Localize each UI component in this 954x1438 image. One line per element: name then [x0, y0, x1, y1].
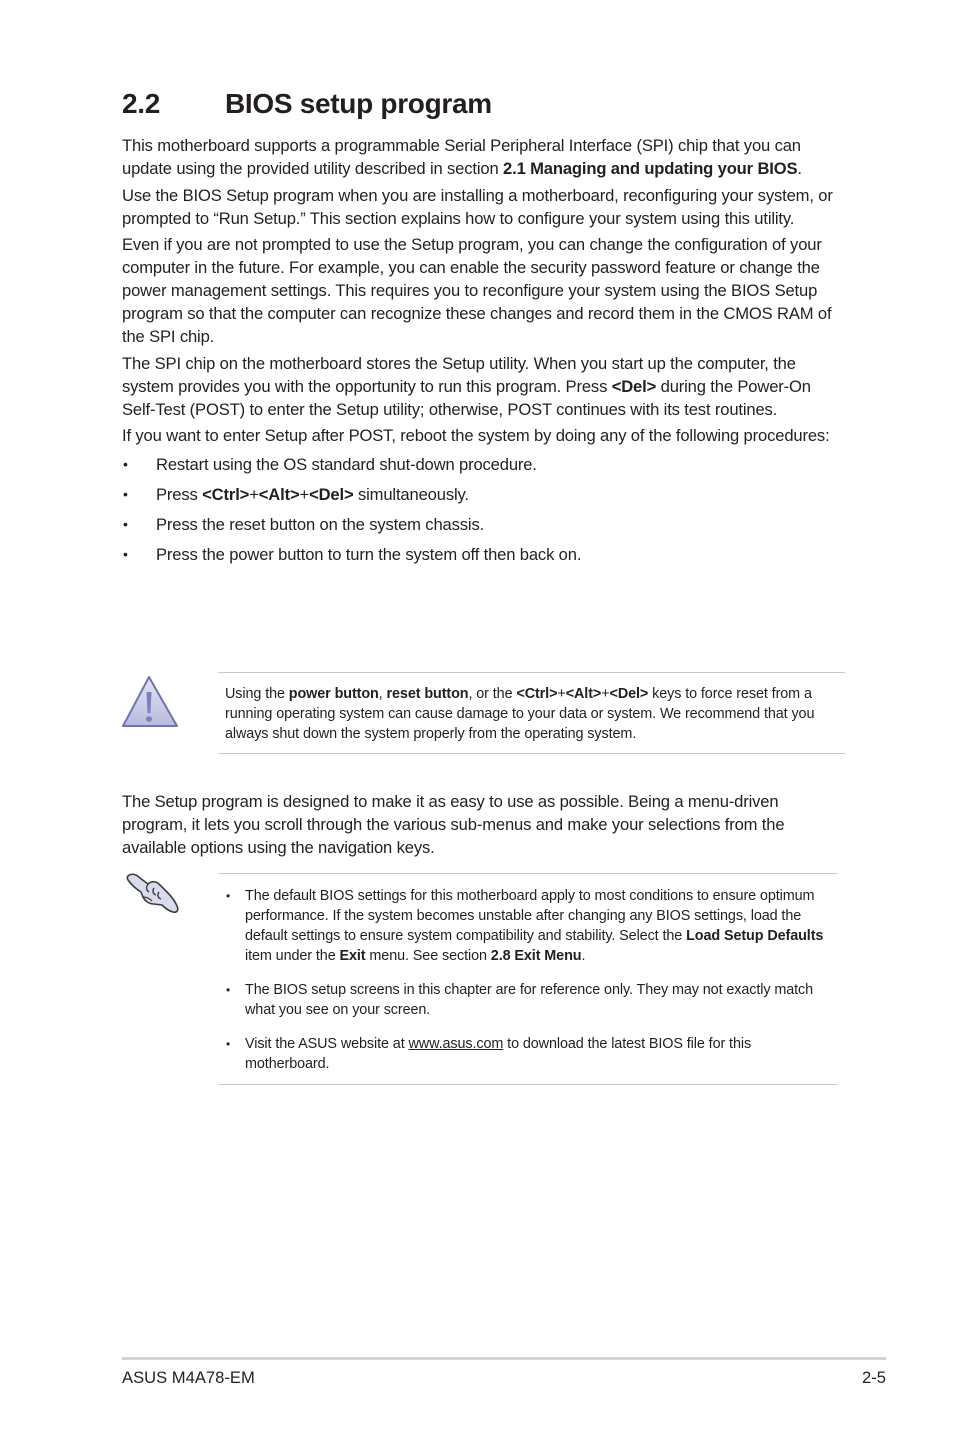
- setup-description: [122, 790, 838, 863]
- list-item: • Press the power button to turn the system off then back on.: [123, 545, 582, 564]
- section-number: 2.2: [122, 88, 161, 119]
- section-reference: 2.1 Managing and updating your BIOS: [503, 159, 798, 178]
- pointing-hand-icon: [124, 870, 182, 916]
- list-item: • Press <Ctrl>+<Alt>+<Del> simultaneously.: [123, 485, 469, 504]
- paragraph-change-config: Even if you are not prompted to use the Setup program, you can change the configuration of your computer in the future. For example, you can enable the security password feature or change the power management settings. This requires you to reconfigure your system using the BIOS Setup program so that the computer can recognize these changes and record them in the CMOS RAM of the SPI chip.: [122, 235, 832, 346]
- note-callout: [218, 873, 838, 1085]
- del-key: <Del>: [611, 376, 657, 396]
- list-item: • Visit the ASUS website at www.asus.com to download the latest BIOS file for this motherboard.: [226, 1036, 752, 1072]
- asus-website-link[interactable]: www.asus.com: [408, 1036, 504, 1052]
- paragraph-after-post: If you want to enter Setup after POST, reboot the system by doing any of the following procedures:: [122, 426, 830, 445]
- section-heading: [122, 88, 492, 120]
- list-item: • Restart using the OS standard shut-down procedure.: [123, 455, 537, 474]
- list-item: • The BIOS setup screens in this chapter are for reference only. They may not exactly match what you see on your screen.: [226, 982, 814, 1018]
- section-title: BIOS setup program: [225, 88, 492, 119]
- paragraph-spi-chip: This motherboard supports a programmable Serial Peripheral Interface (SPI) chip that you can update using the provided utility described in section 2.1 Managing and updating your BIOS.: [122, 136, 802, 178]
- paragraph-enter-setup: The SPI chip on the motherboard stores the Setup utility. When you start up the computer, the system provides you with the opportunity to run this program. Press <Del> during the Power-On Self-Test (POST) to enter the Setup utility; otherwise, POST continues with its test routines.: [122, 353, 811, 419]
- list-item: • Press the reset button on the system chassis.: [123, 515, 485, 534]
- procedure-list: [122, 453, 838, 566]
- footer-divider: [122, 1357, 886, 1360]
- intro-text: [122, 134, 838, 573]
- note-list: [218, 886, 830, 1074]
- footer-page-number: 2-5: [862, 1368, 886, 1387]
- warning-text: Using the power button, reset button, or the <Ctrl>+<Alt>+<Del> keys to force reset from a running operating system can cause damage to your data or system. We recommend that you always shut down the system properly from the operating system.: [225, 686, 815, 742]
- paragraph-use-setup: Use the BIOS Setup program when you are installing a motherboard, reconfiguring your system, or prompted to “Run Setup.” This section explains how to configure your system using this utility.: [122, 185, 833, 228]
- footer-product-name: ASUS M4A78-EM: [122, 1368, 255, 1387]
- paragraph-menu-driven: The Setup program is designed to make it as easy to use as possible. Being a menu-driven program, it lets you scroll through the various sub-menus and make your selections from the available options using the navigation keys.: [122, 792, 785, 857]
- list-item: • The default BIOS settings for this motherboard apply to most conditions to ensure optimum performance. If the system becomes unstable after changing any BIOS settings, load the default settings to ensure system compatibility and stability. Select the Load Setup Defaults item under the Exit menu. See section 2.8 Exit Menu.: [226, 888, 824, 964]
- warning-triangle-icon: [121, 674, 181, 730]
- warning-callout: [218, 672, 845, 754]
